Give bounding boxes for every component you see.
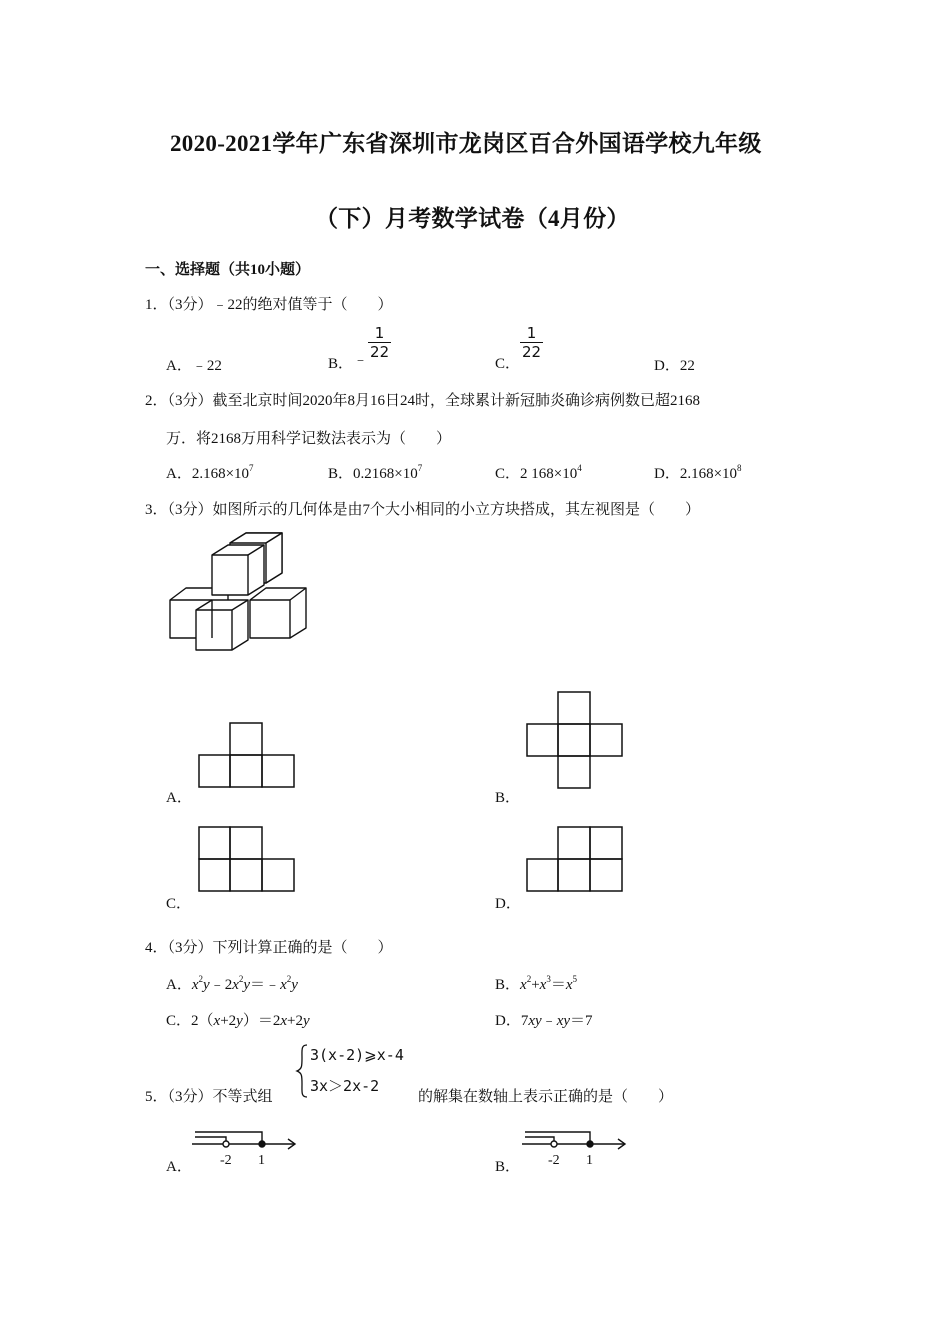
q3-option-b-view	[526, 691, 624, 789]
q4-option-b	[495, 973, 577, 994]
q3-option-c-view	[198, 826, 296, 892]
q5-a-tick-neg2: -2	[220, 1153, 232, 1168]
q2-a-base: A．2.168×10	[166, 466, 250, 482]
q2-d-exponent: 8	[737, 463, 742, 473]
q1-c-denominator: 22	[522, 343, 542, 361]
q4-c-label: C．	[166, 1013, 192, 1029]
q3-option-a-label: A．	[166, 790, 192, 806]
q2-b-base: B．0.2168×10	[328, 466, 418, 482]
q3-option-b-label: B．	[495, 790, 521, 806]
q4-d-expression: 7xy﹣xy＝7	[520, 1013, 593, 1029]
question-5-stem-suffix: 的解集在数轴上表示正确的是（ ）	[418, 1089, 674, 1105]
q4-a-label: A．	[166, 977, 192, 993]
q3-cube-figure	[160, 525, 320, 655]
q3-option-c-label: C．	[166, 896, 192, 912]
q5-option-a-number-line	[190, 1120, 302, 1170]
q2-option-b	[328, 462, 422, 483]
q4-b-label: B．	[495, 977, 521, 993]
q3-option-a-view	[198, 722, 296, 788]
q1-option-a: A．﹣22	[166, 358, 222, 374]
q3-option-d-label: D．	[495, 896, 521, 912]
q4-c-expression: 2（x+2y）＝2x+2y	[191, 1013, 310, 1029]
question-2-stem-line-1: 2．（3分）截至北京时间2020年8月16日24时，全球累计新冠肺炎确诊病例数已超2168	[145, 393, 701, 409]
q1-option-b-label: B．	[328, 355, 354, 372]
q1-option-b	[328, 324, 391, 373]
q5-b-tick-1: 1	[586, 1153, 593, 1168]
q1-option-c	[495, 324, 543, 373]
q1-option-b-sign: ﹣	[353, 351, 369, 368]
q3-option-d-view	[526, 826, 624, 892]
inequality-1: 3(x-2)⩾x-4	[310, 1046, 404, 1064]
q5-b-tick-neg2: -2	[548, 1153, 560, 1168]
page-title-line-2: （下）月考数学试卷（4月份）	[315, 206, 630, 231]
question-1-stem: 1．（3分）﹣22的绝对值等于（ ）	[145, 297, 393, 313]
q1-option-c-fraction	[520, 324, 543, 361]
question-5-stem-prefix: 5．（3分）不等式组	[145, 1089, 273, 1105]
q5-option-a-label: A．	[166, 1159, 192, 1175]
q5-option-b-label: B．	[495, 1159, 521, 1175]
section-heading: 一、选择题（共10小题）	[145, 262, 311, 278]
inequality-brace-icon	[296, 1044, 308, 1098]
question-4-stem: 4．（3分）下列计算正确的是（ ）	[145, 940, 393, 956]
q2-option-d	[654, 462, 742, 483]
q1-option-c-label: C．	[495, 355, 521, 372]
q4-b-expression: $x^2+x^3=x^5$	[520, 974, 578, 993]
q1-c-numerator: 1	[526, 324, 537, 342]
q1-option-d: D．22	[654, 358, 695, 374]
q1-b-numerator: 1	[374, 324, 385, 342]
q2-option-a	[166, 462, 254, 483]
q4-option-c	[166, 1009, 310, 1030]
page-title-line-1: 2020-2021学年广东省深圳市龙岗区百合外国语学校九年级	[170, 131, 762, 156]
q2-c-base: C．2 168×10	[495, 466, 578, 482]
q4-a-expression: $x^2y﹣2x^2y=﹣x^2y$	[191, 974, 298, 993]
q2-option-c	[495, 462, 582, 483]
q2-c-exponent: 4	[577, 463, 582, 473]
q2-b-exponent: 7	[417, 463, 423, 473]
q4-d-label: D．	[495, 1013, 521, 1029]
question-3-stem: 3．（3分）如图所示的几何体是由7个大小相同的小立方块搭成，其左视图是（ ）	[145, 502, 701, 518]
q4-option-d	[495, 1009, 593, 1030]
q5-a-tick-1: 1	[258, 1153, 265, 1168]
q1-option-b-fraction	[368, 324, 391, 361]
q1-b-denominator: 22	[370, 343, 390, 361]
q4-option-a	[166, 973, 298, 994]
question-2-stem-line-2: 万．将2168万用科学记数法表示为（ ）	[166, 431, 452, 447]
q5-option-b-number-line	[520, 1120, 632, 1170]
inequality-2: 3x＞2x-2	[310, 1077, 380, 1095]
q2-a-exponent: 7	[249, 463, 254, 473]
q2-d-base: D．2.168×10	[654, 466, 738, 482]
